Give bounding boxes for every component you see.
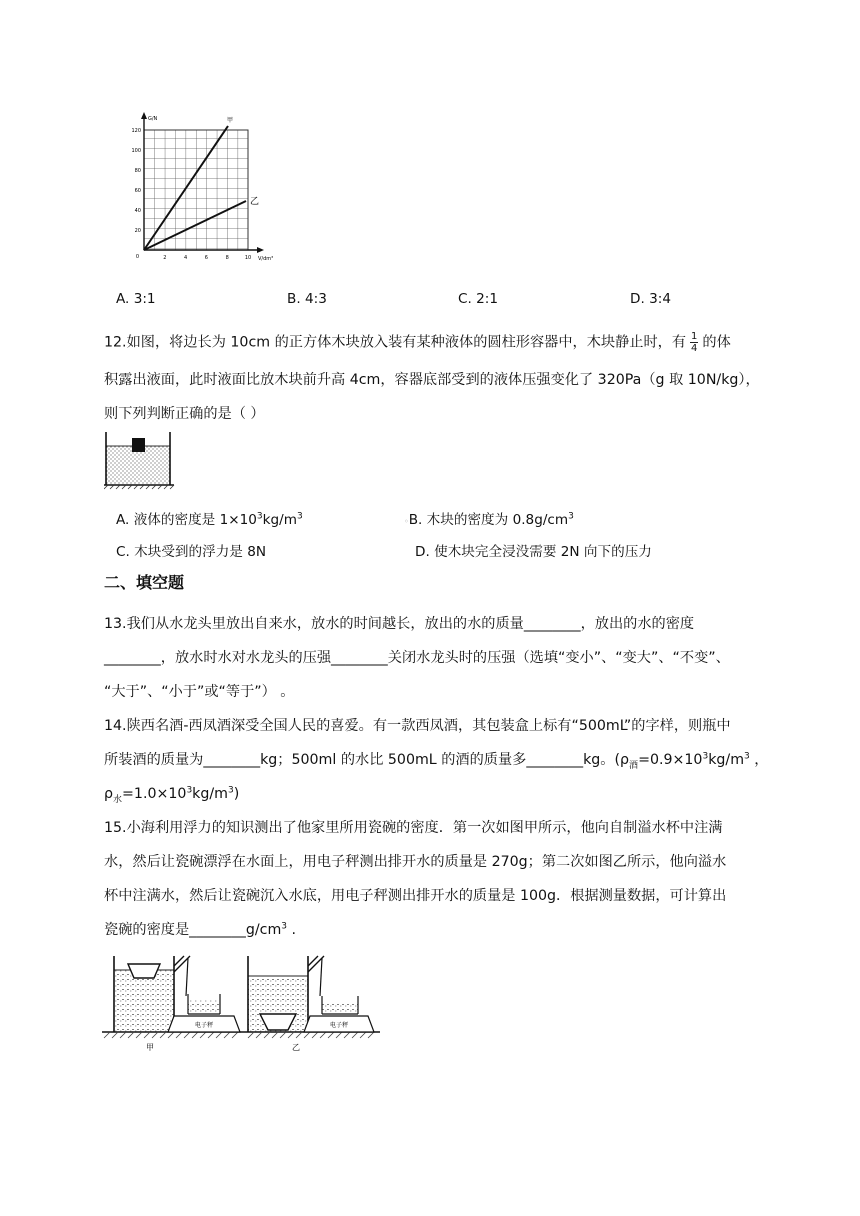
q12-line-3: 则下列判断正确的是（ ） [104, 406, 265, 422]
q12-option-a[interactable]: A. 液体的密度是 $1\times 10^3kg/m^3$ [116, 511, 303, 528]
floating-bowl [128, 964, 160, 978]
figure-a [114, 956, 240, 1052]
fraction-one-quarter: $\frac{1}{4}$ [691, 331, 698, 354]
q13-line-1: 13.我们从水龙头里放出自来水，放水的时间越长，放出的水的质量________，放出的水的密度 [104, 616, 695, 632]
section-title-fill-in: 二、填空题 [104, 573, 185, 592]
line-yi-label: 乙 [250, 197, 260, 207]
q15-line-3: 杯中注满水，然后让瓷碗沉入水底，用电子秤测出排开水的质量是 100g．根据测量数据，可计算出 [104, 888, 727, 904]
figure-b-label: 乙 [292, 1043, 300, 1052]
q11-option-d[interactable]: D. 3:4 [630, 291, 671, 307]
q12-option-d[interactable]: D. 使木块完全浸没需要 2N 向下的压力 [415, 544, 652, 560]
y-tick: 80 [134, 168, 141, 174]
svg-text:电子秤: 电子秤 [194, 1022, 214, 1029]
q14-line-2: 所装酒的质量为________kg；500ml 的水比 500mL 的酒的质量多________kg。($\rho_酒=0.9\times 10^3kg/m^3$ ， [104, 751, 769, 771]
svg-text:电子秤: 电子秤 [329, 1022, 349, 1029]
y-tick: 20 [134, 228, 141, 234]
q13-line-2: ________，放水时水对水龙头的压强________关闭水龙头时的压强（选填“变小”、“变大”、“不变”、 [104, 650, 730, 666]
q15-line-1: 15.小海利用浮力的知识测出了他家里所用瓷碗的密度．第一次如图甲所示，他向自制溢水杯中注满 [104, 820, 723, 836]
y-tick: 40 [134, 208, 141, 214]
figure-a-label: 甲 [146, 1043, 154, 1052]
y-tick: 100 [131, 148, 141, 154]
q15-line-4: 瓷碗的密度是$\_\_\_\_\_\_\_\_g/cm^3$ . [104, 921, 297, 938]
q11-density-graph [124, 108, 284, 274]
q15-overflow-cup-figures [102, 952, 380, 1058]
y-tick: 60 [134, 188, 141, 194]
q13-line-3: “大于”、“小于”或“等于”） 。 [104, 684, 295, 700]
q11-option-b[interactable]: B. 4:3 [287, 291, 327, 307]
x-tick: 2 [163, 255, 167, 261]
q14-line-1: 14.陕西名酒-西凤酒深受全国人民的喜爱。有一款西凤酒，其包装盒上标有“500mL”的字样，则瓶中 [104, 718, 731, 734]
y-axis-label: G/N [148, 116, 158, 122]
q14-line-3: $\rho_水=1.0\times 10^3kg/m^3$) [104, 785, 240, 805]
q11-option-c[interactable]: C. 2:1 [458, 291, 499, 307]
line-jia-label: 甲 [227, 117, 234, 124]
q12-line-1: 12.如图，将边长为 10cm 的正方体木块放入装有某种液体的圆柱形容器中，木块静止时，有 $\frac{1}{4}$ 的体 [104, 331, 731, 354]
figure-b [248, 956, 374, 1052]
x-tick: 6 [204, 255, 208, 261]
q12-line-2: 积露出液面，此时液面比放木块前升高 4cm，容器底部受到的液体压强变化了 320Pa（g 取 10N/kg）， [104, 372, 760, 388]
q12-option-b[interactable]: ◦B. 木块的密度为 $0.8g/cm^3$ [404, 511, 574, 528]
q12-option-c[interactable]: C. 木块受到的浮力是 8N [116, 544, 267, 560]
wood-block [132, 438, 145, 452]
q12-container-figure [104, 428, 176, 494]
q15-line-2: 水，然后让瓷碗漂浮在水面上，用电子秤测出排开水的质量是 270g；第二次如图乙所示，他向溢水 [104, 854, 727, 870]
y-tick: 120 [131, 128, 141, 134]
q11-option-a[interactable]: A. 3:1 [116, 291, 156, 307]
x-axis-label: V/dm³ [258, 256, 274, 262]
y-tick: 0 [135, 254, 139, 260]
x-tick: 8 [225, 255, 229, 261]
x-tick: 10 [244, 255, 252, 261]
x-tick: 4 [184, 255, 188, 261]
